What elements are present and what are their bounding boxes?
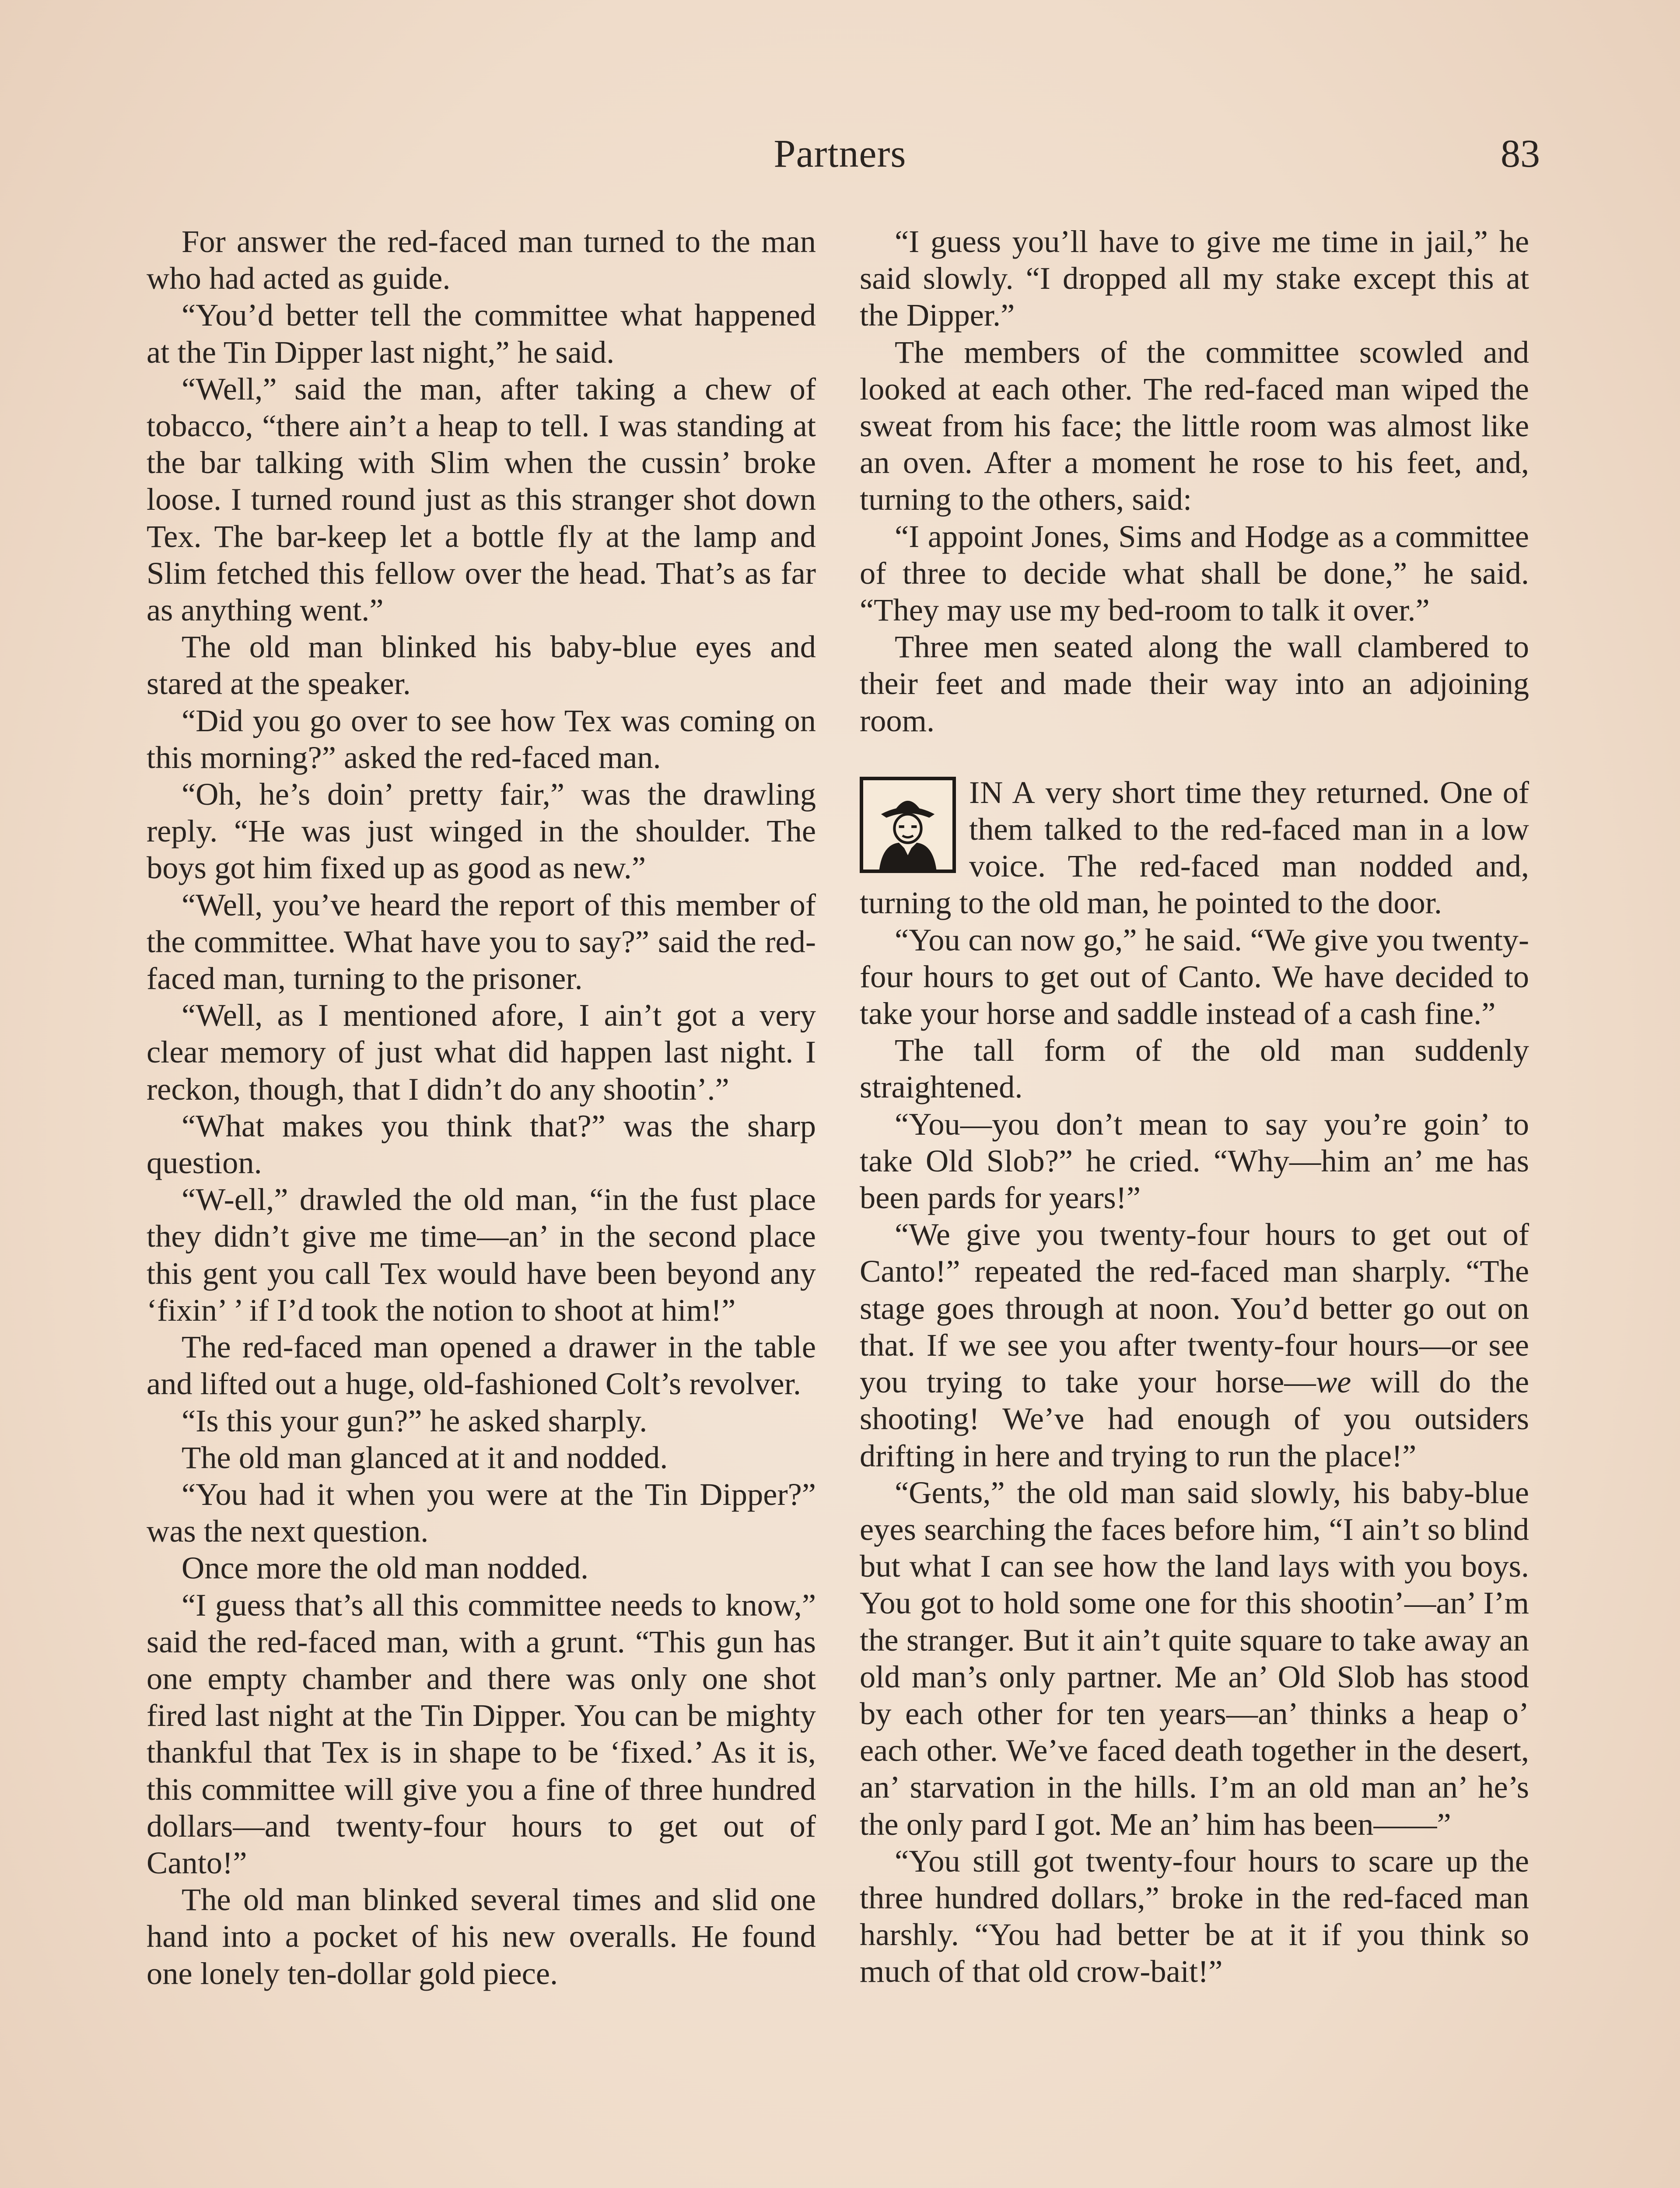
paragraph: “Well, you’ve heard the report of this member of the committee. What have you to say?” said the red-faced man, turning to the prisoner. (147, 887, 816, 996)
section-lead-in: IN A (969, 774, 1036, 810)
paragraph: The tall form of the old man suddenly straightened. (860, 1032, 1529, 1105)
paragraph: “Oh, he’s doin’ pretty fair,” was the drawling reply. “He was just winged in the shoulder. The boys got him fixed up as good as new.” (147, 776, 816, 886)
cowboy-portrait-icon (860, 777, 956, 873)
paragraph: “You had it when you were at the Tin Dipper?” was the next question. (147, 1476, 816, 1549)
running-title: Partners (774, 132, 906, 175)
emphasis-text: we (1316, 1364, 1351, 1400)
paragraph: “Well, as I mentioned afore, I ain’t got a very clear memory of just what did happen last night. I reckon, though, that I didn’t do any shootin’.” (147, 997, 816, 1107)
paragraph: The red-faced man opened a drawer in the table and lifted out a huge, old-fashioned Colt’s revolver. (147, 1329, 816, 1402)
paragraph: For answer the red-faced man turned to the man who had acted as guide. (147, 224, 816, 296)
paragraph: “What makes you think that?” was the sharp question. (147, 1108, 816, 1181)
section-opening-paragraph (860, 774, 1529, 922)
paragraph: “Is this your gun?” he asked sharply. (182, 1403, 648, 1438)
paragraph: The old man glanced at it and nodded. (182, 1439, 668, 1475)
text-run: will do the shooting! We’ve had enough of you outsiders drifting in here and trying to run the place!” (860, 1364, 1529, 1473)
paragraph: “Well,” said the man, after taking a chew of tobacco, “there ain’t a heap to tell. I was standing at the bar talking with Slim when the cussin’ broke loose. I turned round just as this stranger shot down Tex. The bar-keep let a bottle fly at the lamp and Slim fetched this fellow over the head. That’s as far as anything went.” (147, 371, 816, 628)
paragraph: “You still got twenty-four hours to scare up the three hundred dollars,” broke in the red-faced man harshly. “You had better be at it if you think so much of that old crow-bait!” (860, 1843, 1529, 1989)
paragraph: Once more the old man nodded. (182, 1550, 589, 1586)
text-run: “We give you twenty-four hours to get out of Canto!” repeated the red-faced man sharply. “The stage goes through at noon. You’d better go out on that. If we see you after twenty-four hours—or see you trying to take your horse— (860, 1217, 1529, 1400)
paragraph: “W-ell,” drawled the old man, “in the fust place they didn’t give me time—an’ in the second place this gent you call Tex would have been beyond any ‘fixin’ ’ if I’d took the notion to shoot at him!” (147, 1182, 816, 1328)
paragraph: The old man blinked his baby-blue eyes and stared at the speaker. (147, 629, 816, 701)
paragraph: “Gents,” the old man said slowly, his baby-blue eyes searching the faces before him, “I ain’t so blind but what I can see how the land lays with you boys. You got to hold some one for this shootin’—an’ I’m the stranger. But it ain’t quite square to take away an old man’s only partner. Me an’ Old Slob has stood by each other for ten years—an’ thinks a heap o’ each other. We’ve faced death together in the desert, an’ starvation in the hills. I’m an old man an’ he’s the only pard I got. Me an’ him has been——” (860, 1474, 1529, 1842)
paragraph: “You’d better tell the committee what happened at the Tin Dipper last night,” he said. (147, 297, 816, 370)
section-text: very short time they returned. One of them talked to the red-faced man in a low voice. The red-faced man nodded and, turning to the old man, he pointed to the door. (860, 774, 1530, 921)
paragraph: “You—you don’t mean to say you’re goin’ to take Old Slob?” he cried. “Why—him an’ me has been pards for years!” (860, 1106, 1529, 1216)
left-column (147, 223, 816, 1992)
paragraph: The members of the committee scowled and looked at each other. The red-faced man wiped the sweat from his face; the little room was almost like an oven. After a moment he rose to his feet, and, turning to the others, said: (860, 334, 1529, 517)
paragraph: Three men seated along the wall clambered to their feet and made their way into an adjoining room. (860, 629, 1529, 738)
paragraph: “I appoint Jones, Sims and Hodge as a committee of three to decide what shall be done,” he said. “They may use my bed-room to talk it over.” (860, 518, 1529, 628)
paragraph: “I guess you’ll have to give me time in jail,” he said slowly. “I dropped all my stake except this at the Dipper.” (860, 224, 1529, 333)
paragraph: “I guess that’s all this committee needs to know,” said the red-faced man, with a grunt. “This gun has one empty chamber and there was only one shot fired last night at the Tin Dipper. You can be mighty thankful that Tex is in shape to be ‘fixed.’ As it is, this committee will give you a fine of three hundred dollars—and twenty-four hours to get out of Canto!” (147, 1587, 816, 1880)
page-number: 83 (1501, 132, 1540, 175)
paragraph: “Did you go over to see how Tex was coming on this morning?” asked the red-faced man. (147, 702, 816, 775)
right-column (860, 223, 1529, 1990)
paragraph (860, 1216, 1529, 1474)
paragraph: “You can now go,” he said. “We give you twenty-four hours to get out of Canto. We have decided to take your horse and saddle instead of a cash fine.” (860, 922, 1529, 1031)
paragraph: The old man blinked several times and slid one hand into a pocket of his new overalls. He found one lonely ten-dollar gold piece. (147, 1882, 816, 1991)
